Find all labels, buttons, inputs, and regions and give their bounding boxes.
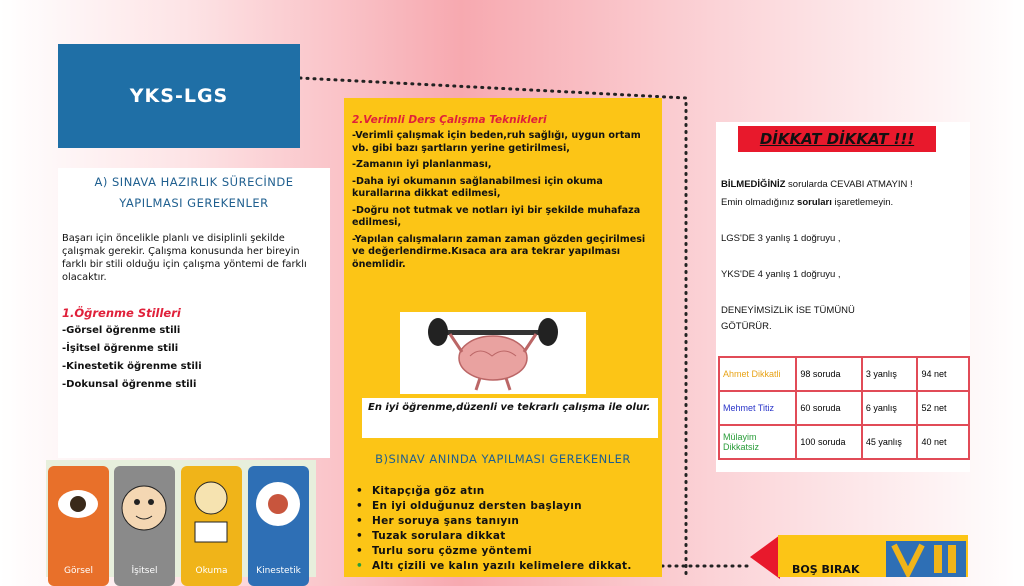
table-cell: 52 net xyxy=(917,391,969,425)
text: sorularda CEVABI ATMAYIN ! xyxy=(785,179,913,190)
experience-line-2: GÖTÜRÜR. xyxy=(721,321,772,332)
card-reading xyxy=(181,466,242,586)
table-cell: 94 net xyxy=(917,357,969,391)
learning-styles-list xyxy=(58,324,330,392)
card-label: Görsel xyxy=(64,566,93,576)
list-item: -Doğru not tutmak ve notları iyi bir şekilde muhafaza edilmesi, xyxy=(352,204,641,228)
title-box xyxy=(58,44,300,148)
list-item: -İşitsel öğrenme stili xyxy=(62,343,179,354)
table-cell: 45 yanlış xyxy=(862,425,918,459)
list-item: -Görsel öğrenme stili xyxy=(62,325,181,336)
card-label: Okuma xyxy=(195,566,228,576)
eye-icon xyxy=(48,466,109,566)
list-item: -Yapılan çalışmaların zaman zaman gözden geçirilmesi ve değerlendirme.Kısaca ara ara tekrar yapılması önemlidir. xyxy=(352,233,646,270)
text: işaretlemeyin. xyxy=(831,197,894,208)
warning-line-1 xyxy=(721,176,913,194)
list-item: -Verimli çalışmak için beden,ruh sağlığı, uygun ortam vb. gibi bazı şartların yerine getirilmesi, xyxy=(352,130,641,154)
table-cell: 60 soruda xyxy=(796,391,861,425)
card-auditory xyxy=(114,466,175,586)
table-cell: 40 net xyxy=(917,425,969,459)
table-cell: Ahmet Dikkatli xyxy=(719,357,796,391)
table-row xyxy=(719,425,969,459)
list-item: -Zamanın iyi planlanması, xyxy=(352,159,492,170)
section-a-heading: A) SINAVA HAZIRLIK SÜRECİNDE YAPILMASI GEREKENLER xyxy=(94,175,294,210)
table-row xyxy=(719,391,969,425)
lgs-rule: LGS'DE 3 yanlış 1 doğruyu , xyxy=(721,233,841,244)
table-cell: Mülayim Dikkatsiz xyxy=(719,425,796,459)
table-row xyxy=(719,357,969,391)
table-cell: 98 soruda xyxy=(796,357,861,391)
bos-birak-box xyxy=(778,535,968,577)
list-item: • Kitapçığa göz atın xyxy=(356,484,656,499)
page-title: YKS-LGS xyxy=(129,85,229,107)
list-item: -Dokunsal öğrenme stili xyxy=(62,379,197,390)
caption-text: En iyi öğrenme,düzenli ve tekrarlı çalışma ile olur. xyxy=(368,402,651,413)
experience-line-1: DENEYİMSİZLİK İSE TÜMÜNÜ xyxy=(721,305,855,316)
right-panel xyxy=(716,122,970,472)
yks-rule: YKS'DE 4 yanlış 1 doğruyu , xyxy=(721,269,841,280)
card-visual xyxy=(48,466,109,586)
list-item: -Kinestetik öğrenme stili xyxy=(62,361,202,372)
bold-text: soruları xyxy=(797,197,832,208)
reading-icon xyxy=(181,466,242,566)
results-table xyxy=(718,356,970,460)
table-cell: Mehmet Titiz xyxy=(719,391,796,425)
brain-weightlifting-image xyxy=(400,312,586,394)
logo-icon xyxy=(886,541,966,577)
card-kinesthetic xyxy=(248,466,309,586)
caption-box xyxy=(362,398,658,438)
list-item: • En iyi olduğunuz dersten başlayın xyxy=(356,499,656,514)
list-item: • Altı çizili ve kalın yazılı kelimelere dikkat. xyxy=(356,559,656,574)
brain-icon xyxy=(400,312,586,394)
section-b-heading: B)SINAV ANINDA YAPILMASI GEREKENLER xyxy=(375,452,631,466)
list-item: • Her soruya şans tanıyın xyxy=(356,514,656,529)
left-panel xyxy=(58,168,330,458)
list-item: -Daha iyi okumanın sağlanabilmesi için okuma kurallarına dikkat edilmesi, xyxy=(352,175,603,199)
table-cell: 3 yanlış xyxy=(862,357,918,391)
learning-styles-heading: 1.Öğrenme Stilleri xyxy=(62,306,181,320)
bold-text: BİLMEDİĞİNİZ xyxy=(721,179,786,190)
list-item: • Turlu soru çözme yöntemi xyxy=(356,544,656,559)
table-cell: 100 soruda xyxy=(796,425,861,459)
warning-line-2 xyxy=(721,194,893,212)
list-item: • Tuzak sorulara dikkat xyxy=(356,529,656,544)
bos-birak-label: BOŞ BIRAK xyxy=(792,563,860,576)
face-icon xyxy=(114,466,175,566)
table-cell: 6 yanlış xyxy=(862,391,918,425)
intro-paragraph: Başarı için öncelikle planlı ve disiplinli şekilde çalışmak gerekir. Çalışma konusunda her bireyin farklı bir stili olduğu için çalışma yöntemi de farklı olacaktır. xyxy=(62,233,307,283)
red-arrow xyxy=(750,535,780,579)
warning-banner: DİKKAT DİKKAT !!! xyxy=(738,126,936,152)
card-label: Kinestetik xyxy=(256,566,301,576)
text: Emin olmadığınız xyxy=(721,197,798,208)
learning-style-cards xyxy=(46,460,316,577)
card-label: İşitsel xyxy=(131,566,158,576)
hands-icon xyxy=(248,466,309,566)
techniques-heading: 2.Verimli Ders Çalışma Teknikleri xyxy=(352,114,547,126)
exam-tips-list xyxy=(356,484,656,574)
